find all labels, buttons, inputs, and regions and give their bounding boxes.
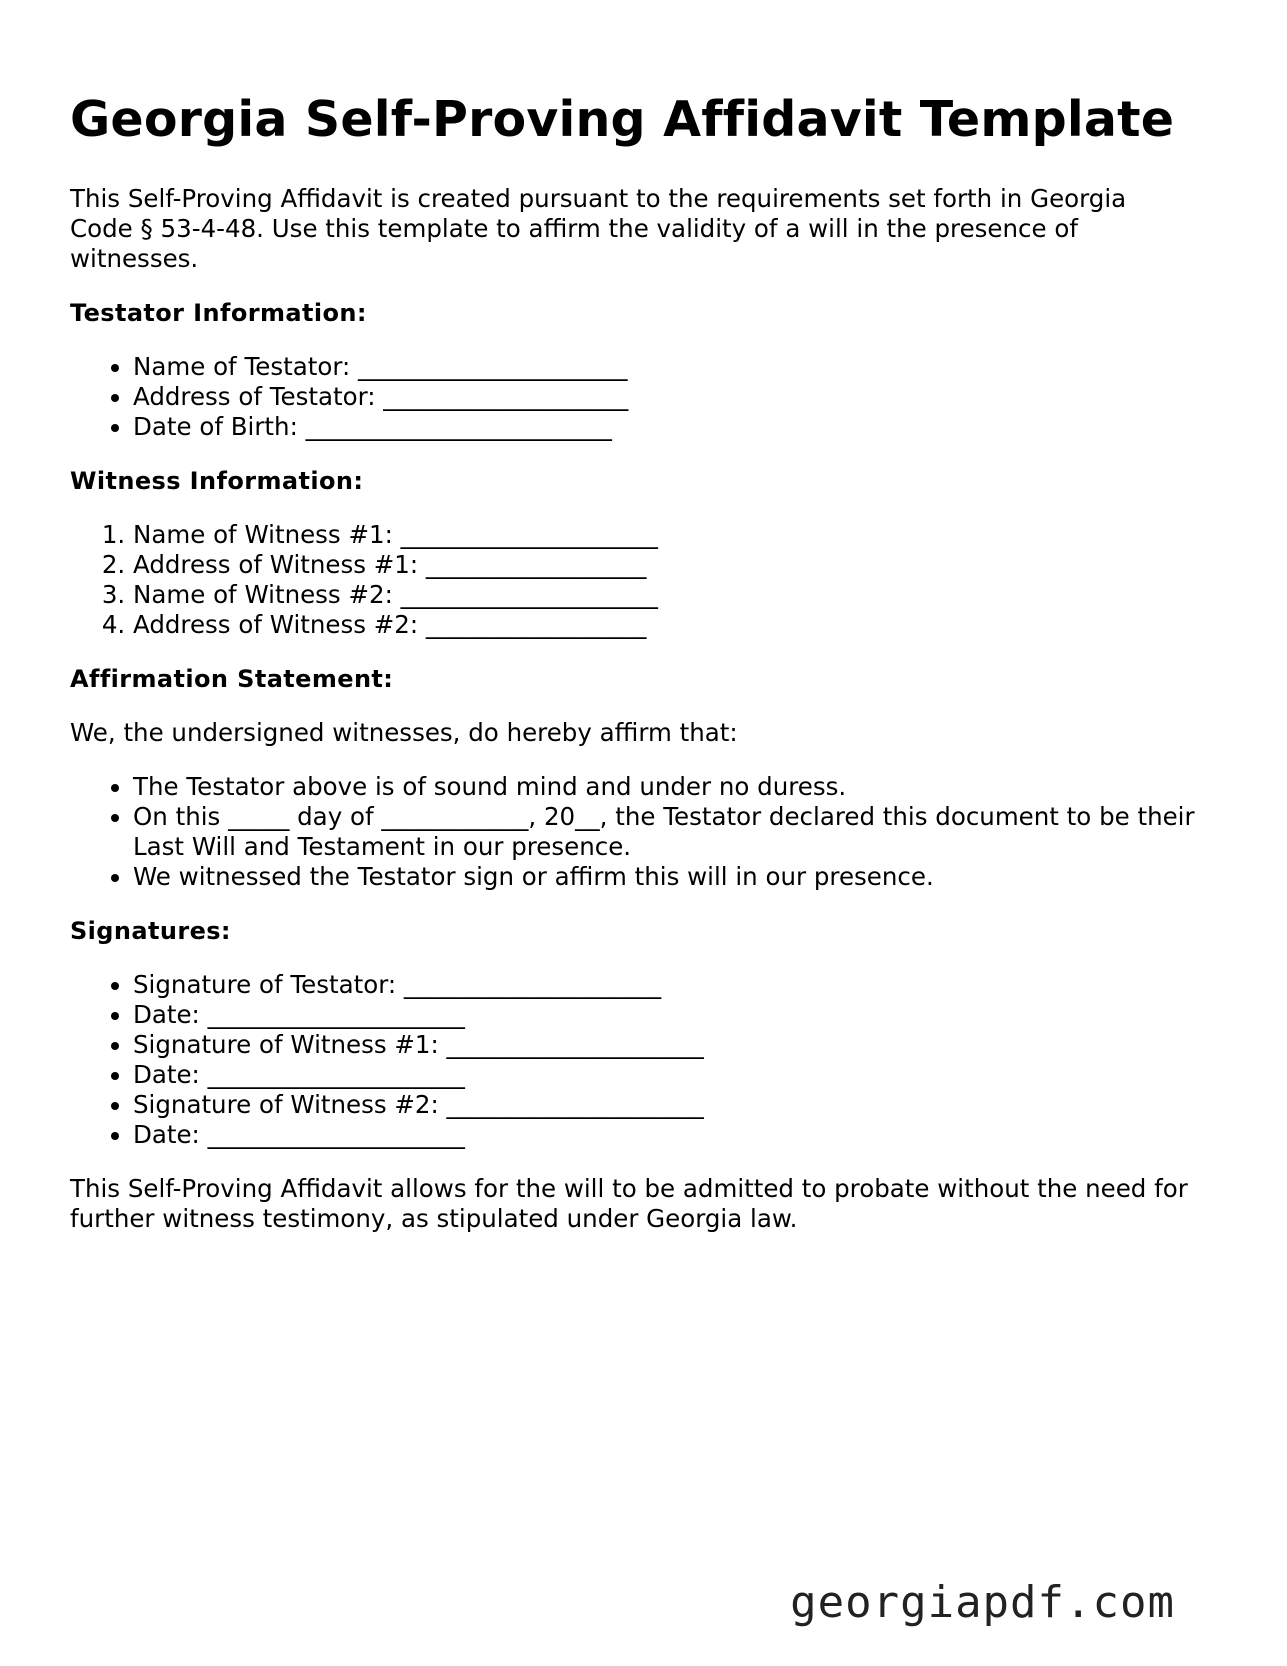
affirmation-lead: We, the undersigned witnesses, do hereby affirm that: [70,718,738,747]
witness1-name-item: 1. Name of Witness #1: _____________________ [133,520,1220,550]
testator-address-item: • Address of Testator: ____________________ [133,382,1220,412]
witness2-address-item: 4. Address of Witness #2: __________________ [133,610,1220,640]
signatures-heading: Signatures: [70,917,231,945]
witness-heading: Witness Information: [70,467,364,495]
closing-paragraph: This Self-Proving Affidavit allows for the will to be admitted to probate without the need for further witness testimony, as stipulated under Georgia law. [70,1174,1188,1233]
testator-signature-item: • Signature of Testator: _____________________ [133,970,1220,1000]
page-title: Georgia Self-Proving Affidavit Template [70,91,1175,148]
intro-paragraph: This Self-Proving Affidavit is created pursuant to the requirements set forth in Georgia Code § 53-4-48. Use this template to affirm the validity of a will in the presence of witnesses. [70,184,1127,273]
witness2-date-item: • Date: _____________________ [133,1120,1220,1150]
witness1-signature-item: • Signature of Witness #1: _____________________ [133,1030,1220,1060]
affirmation-item-sound-mind: • The Testator above is of sound mind and under no duress. [133,772,1223,802]
signatures-list [70,970,1220,1150]
affirmation-list [70,772,1223,892]
affirmation-item-witnessed: • We witnessed the Testator sign or affirm this will in our presence. [133,862,1223,892]
affirmation-item-declaration: • On this _____ day of ____________, 20__, the Testator declared this document to be their Last Will and Testament in our presence. [133,802,1223,862]
affirmation-heading: Affirmation Statement: [70,665,394,693]
witness2-name-item: 3. Name of Witness #2: _____________________ [133,580,1220,610]
testator-date-item: • Date: _____________________ [133,1000,1220,1030]
testator-name-item: • Name of Testator: ______________________ [133,352,1220,382]
testator-dob-item: • Date of Birth: _________________________ [133,412,1220,442]
witness-list [70,520,1220,640]
witness1-date-item: • Date: _____________________ [133,1060,1220,1090]
witness1-address-item: 2. Address of Witness #1: __________________ [133,550,1220,580]
document-page [70,84,1220,1234]
site-watermark: georgiapdf.com [790,1577,1175,1628]
testator-heading: Testator Information: [70,299,367,327]
testator-list [70,352,1220,442]
witness2-signature-item: • Signature of Witness #2: _____________________ [133,1090,1220,1120]
